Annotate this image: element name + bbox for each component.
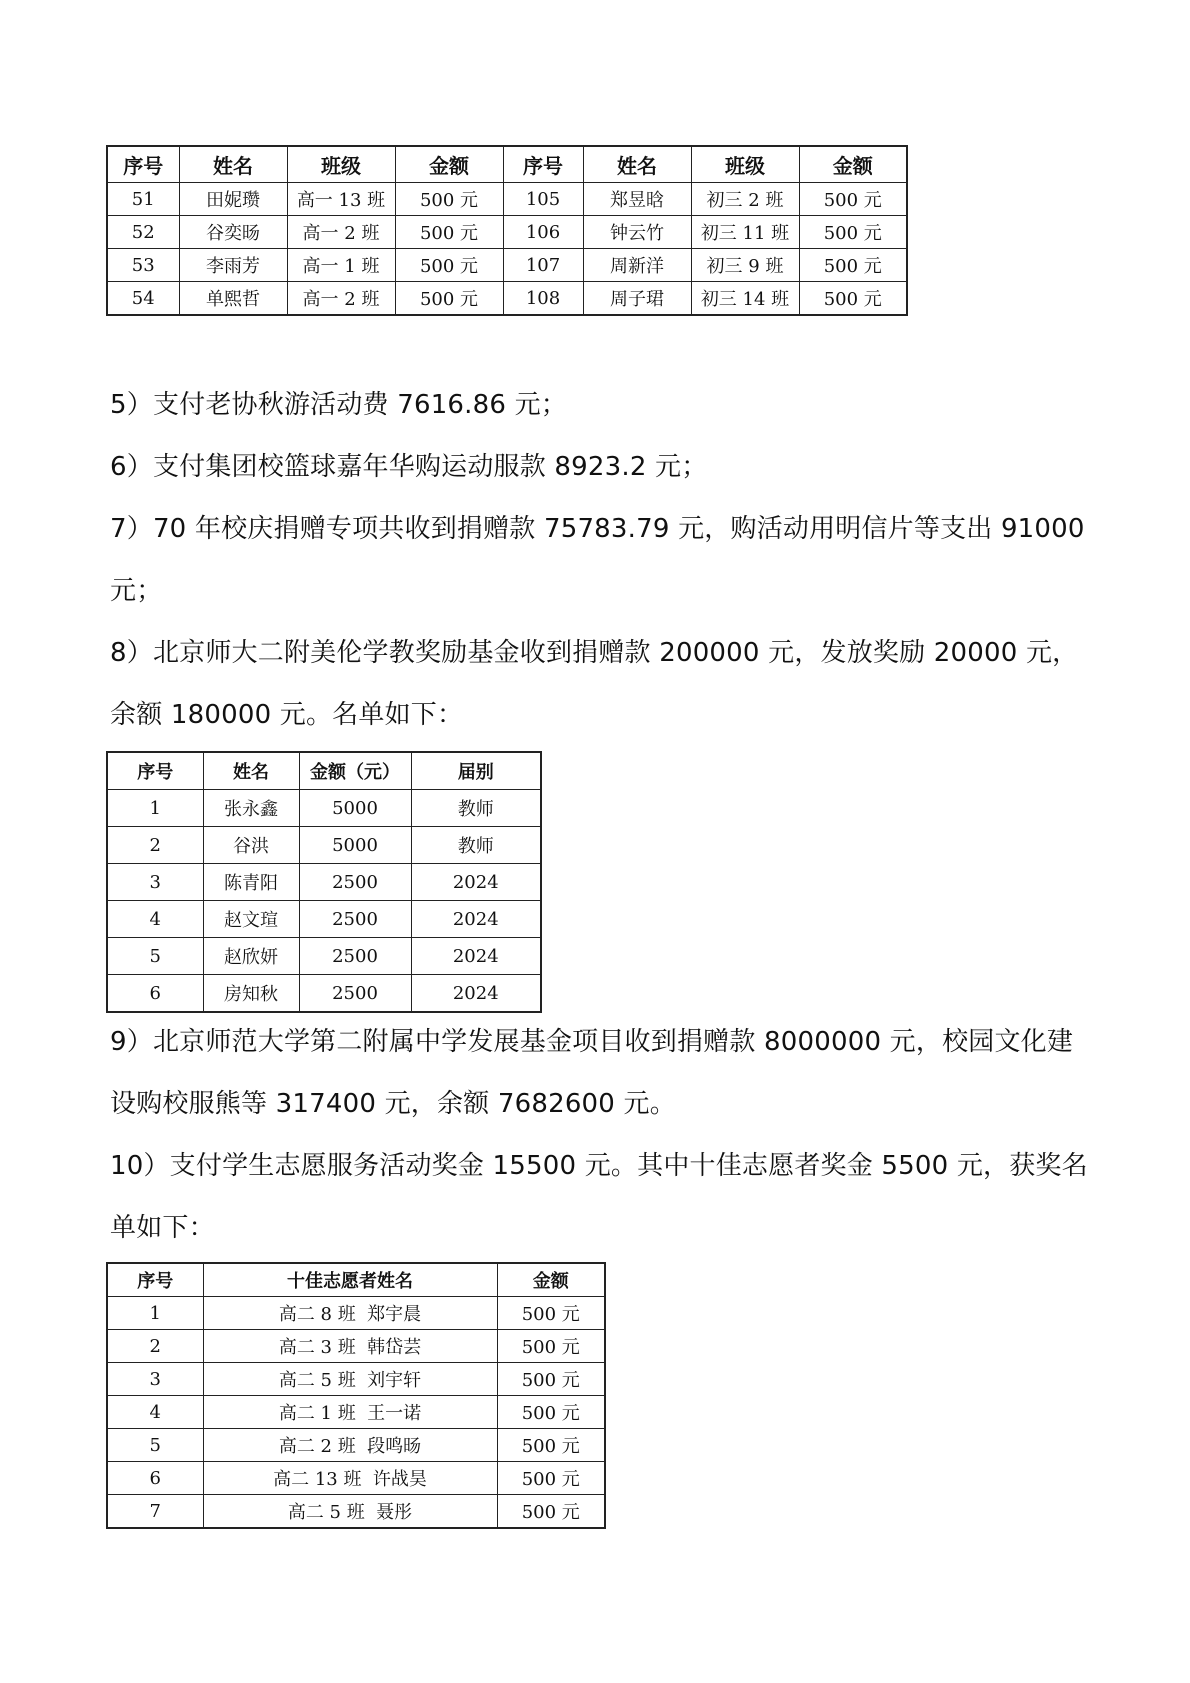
table-cell: 高二 8 班 郑宇晨 (203, 1297, 497, 1330)
table-cell: 500 元 (395, 249, 503, 282)
header-cell: 金额 (395, 146, 503, 183)
table-cell: 3 (107, 1363, 203, 1396)
table-cell: 54 (107, 282, 179, 316)
table-cell: 高二 3 班 韩岱芸 (203, 1330, 497, 1363)
table-cell: 教师 (411, 827, 541, 864)
table-cell: 500 元 (799, 183, 907, 216)
table-cell: 高一 2 班 (287, 282, 395, 316)
table-cell: 5 (107, 1429, 203, 1462)
table-cell: 郑昱晗 (583, 183, 691, 216)
header-cell: 班级 (287, 146, 395, 183)
award-fund-table (106, 751, 542, 1013)
table-cell: 500 元 (497, 1297, 605, 1330)
table-cell: 108 (503, 282, 583, 316)
table-cell: 4 (107, 901, 203, 938)
table-cell: 106 (503, 216, 583, 249)
table-cell: 5000 (299, 790, 411, 827)
table-cell: 高二 13 班 许战昊 (203, 1462, 497, 1495)
table-cell: 初三 14 班 (691, 282, 799, 316)
table-cell: 6 (107, 975, 203, 1013)
table-cell: 4 (107, 1396, 203, 1429)
paragraph-5: 5）支付老协秋游活动费 7616.86 元； (110, 390, 567, 420)
table-cell: 2 (107, 827, 203, 864)
table-cell: 高二 1 班 王一诺 (203, 1396, 497, 1429)
header-cell: 姓名 (583, 146, 691, 183)
header-cell: 序号 (503, 146, 583, 183)
table-cell: 3 (107, 864, 203, 901)
table-header-row (107, 146, 907, 183)
table-cell: 2024 (411, 938, 541, 975)
table-cell: 周子珺 (583, 282, 691, 316)
table-cell: 高二 5 班 聂彤 (203, 1495, 497, 1529)
table-cell: 500 元 (497, 1363, 605, 1396)
header-cell: 金额 (799, 146, 907, 183)
table-cell: 2024 (411, 864, 541, 901)
table-cell: 张永鑫 (203, 790, 299, 827)
header-cell: 十佳志愿者姓名 (203, 1263, 497, 1297)
table-cell: 500 元 (497, 1396, 605, 1429)
table-cell: 高一 13 班 (287, 183, 395, 216)
table-cell: 5 (107, 938, 203, 975)
table-cell: 周新洋 (583, 249, 691, 282)
table-header-row (107, 752, 541, 790)
table-cell: 500 元 (497, 1330, 605, 1363)
table-cell: 51 (107, 183, 179, 216)
table-cell: 500 元 (497, 1462, 605, 1495)
table-cell: 2500 (299, 975, 411, 1013)
table-cell: 高二 2 班 段鸣旸 (203, 1429, 497, 1462)
table-row (107, 938, 541, 975)
table-header-row (107, 1263, 605, 1297)
table-row (107, 183, 907, 216)
table-cell: 初三 9 班 (691, 249, 799, 282)
table-cell: 500 元 (799, 249, 907, 282)
table-row (107, 901, 541, 938)
table-cell: 500 元 (395, 183, 503, 216)
table-cell: 赵文瑄 (203, 901, 299, 938)
table-cell: 初三 2 班 (691, 183, 799, 216)
table-cell: 1 (107, 1297, 203, 1330)
table-row (107, 975, 541, 1013)
paragraph-6: 6）支付集团校篮球嘉年华购运动服款 8923.2 元； (110, 452, 708, 482)
header-cell: 届别 (411, 752, 541, 790)
table-cell: 7 (107, 1495, 203, 1529)
table-row (107, 827, 541, 864)
volunteer-table (106, 1262, 606, 1529)
table-cell: 6 (107, 1462, 203, 1495)
header-cell: 金额 (497, 1263, 605, 1297)
table-cell: 105 (503, 183, 583, 216)
table-cell: 500 元 (799, 216, 907, 249)
table-cell: 房知秋 (203, 975, 299, 1013)
table-cell: 高一 2 班 (287, 216, 395, 249)
table-cell: 2500 (299, 938, 411, 975)
table-row (107, 1429, 605, 1462)
table-row (107, 216, 907, 249)
table-row (107, 1495, 605, 1529)
scholarship-table (106, 145, 908, 316)
header-cell: 序号 (107, 752, 203, 790)
table-cell: 教师 (411, 790, 541, 827)
table-row (107, 1297, 605, 1330)
table-cell: 谷洪 (203, 827, 299, 864)
table-cell: 53 (107, 249, 179, 282)
table-cell: 钟云竹 (583, 216, 691, 249)
table-cell: 2 (107, 1330, 203, 1363)
table-cell: 赵欣妍 (203, 938, 299, 975)
table-cell: 高二 5 班 刘宇轩 (203, 1363, 497, 1396)
table-cell: 2024 (411, 901, 541, 938)
table-cell: 高一 1 班 (287, 249, 395, 282)
paragraph-7: 7）70 年校庆捐赠专项共收到捐赠款 75783.79 元，购活动用明信片等支出 91000 元； (110, 514, 1085, 606)
table-cell: 单熙哲 (179, 282, 287, 316)
table-row (107, 1396, 605, 1429)
table-cell: 500 元 (799, 282, 907, 316)
header-cell: 序号 (107, 146, 179, 183)
table-row (107, 282, 907, 316)
header-cell: 序号 (107, 1263, 203, 1297)
table-cell: 5000 (299, 827, 411, 864)
table-cell: 1 (107, 790, 203, 827)
header-cell: 姓名 (203, 752, 299, 790)
table-cell: 500 元 (395, 216, 503, 249)
table-cell: 2024 (411, 975, 541, 1013)
table-cell: 田妮瓒 (179, 183, 287, 216)
header-cell: 姓名 (179, 146, 287, 183)
table-cell: 初三 11 班 (691, 216, 799, 249)
table-cell: 陈青阳 (203, 864, 299, 901)
paragraph-10: 10）支付学生志愿服务活动奖金 15500 元。其中十佳志愿者奖金 5500 元，获奖名单如下： (110, 1151, 1088, 1243)
table-cell: 500 元 (497, 1495, 605, 1529)
table-cell: 500 元 (497, 1429, 605, 1462)
table-cell: 李雨芳 (179, 249, 287, 282)
header-cell: 班级 (691, 146, 799, 183)
table-row (107, 790, 541, 827)
paragraph-8: 8）北京师大二附美伦学教奖励基金收到捐赠款 200000 元，发放奖励 20000 元，余额 180000 元。名单如下： (110, 638, 1079, 730)
table-cell: 2500 (299, 864, 411, 901)
table-cell: 107 (503, 249, 583, 282)
table-cell: 谷奕旸 (179, 216, 287, 249)
table-cell: 2500 (299, 901, 411, 938)
table-cell: 500 元 (395, 282, 503, 316)
header-cell: 金额（元） (299, 752, 411, 790)
table-cell: 52 (107, 216, 179, 249)
table-row (107, 864, 541, 901)
paragraph-9: 9）北京师范大学第二附属中学发展基金项目收到捐赠款 8000000 元，校园文化建设购校服熊等 317400 元，余额 7682600 元。 (110, 1027, 1074, 1119)
table-row (107, 249, 907, 282)
table-row (107, 1462, 605, 1495)
table-row (107, 1363, 605, 1396)
table-row (107, 1330, 605, 1363)
